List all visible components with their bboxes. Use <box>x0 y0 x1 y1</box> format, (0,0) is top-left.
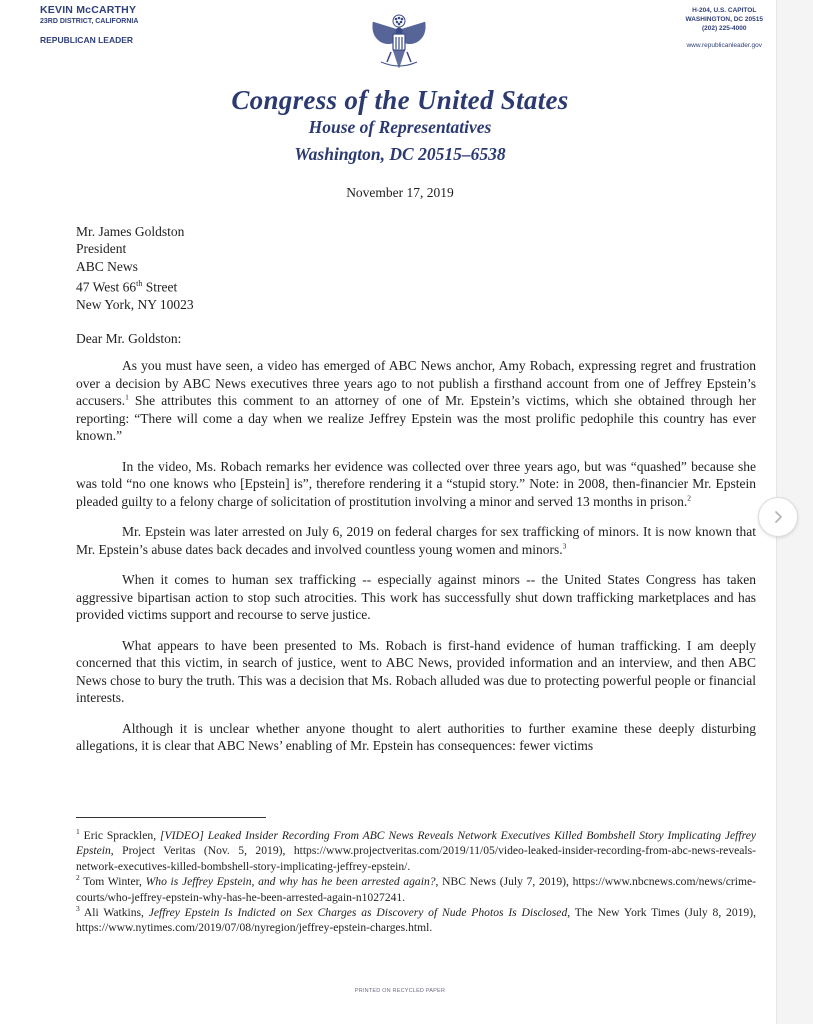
office-website: www.republicanleader.gov <box>686 42 762 49</box>
addressee-name: Mr. James Goldston <box>76 224 185 239</box>
letterhead-address: Washington, DC 20515–6538 <box>294 144 506 164</box>
footnote-3: $^3$ Ali Watkins, Jeffrey Epstein Is Indicted on Sex Charges as Discovery of Nude Photos Is Disclosed, The New York Times (July 8, 2019), https://www.nytimes.com/2019/07/08/nyregion/jeffrey-epstein-charges.html. <box>76 904 756 935</box>
footnote-ref-2: 2 <box>687 493 692 502</box>
footnote-1: $^1$ Eric Spracklen, [VIDEO] Leaked Insider Recording From ABC News Reveals Network Executives Killed Bombshell Story Implicating Jeffrey Epstein, Project Veritas (Nov. 5, 2019), https://www.projectveritas.com/2019/11/05/video-leaked-insider-recording-from-abc-news-reveals-network-executives-killed-bombshell-story-implicating-jeffrey-epstein/. <box>76 827 756 873</box>
paragraph-2: In the video, Ms. Robach remarks her evidence was collected over three years ago, but was “quashed” because she was told “no one knows who [Epstein] is”, therefore rendering it a “stupid story.” Note: in 2008, then-financier Mr. Epstein pleaded guilty to a felony charge of solicitation of prostitution involving a minor and served 13 months in prison.$^2$ <box>76 458 756 509</box>
chevron-right-icon <box>771 510 785 524</box>
member-role: REPUBLICAN LEADER <box>40 35 134 45</box>
footnote-ref-3: 3 <box>562 541 567 550</box>
addressee-block <box>76 223 194 314</box>
office-address: H-204, U.S. CAPITOL <box>692 7 757 14</box>
paragraph-1: As you must have seen, a video has emerged of ABC News anchor, Amy Robach, expressing regret and frustration over a decision by ABC News executives three years ago to not publish a firsthand account from one of Jeffrey Epstein’s accusers.$^1$ She attributes this comment to an attorney of one of Mr. Epstein’s victims, which she obtained through her reporting: “There will come a day when we realize Jeffrey Epstein was the most prolific pedophile this country has ever known.” <box>76 358 756 443</box>
footnote-2: $^2$ Tom Winter, Who is Jeffrey Epstein, and why has he been arrested again?, NBC News (July 7, 2019), https://www.nbcnews.com/news/crime-courts/who-jeffrey-epstein-why-has-he-been-arrested-again-n1027241. <box>76 873 756 904</box>
letterhead-house: House of Representatives <box>308 117 492 137</box>
next-image-button[interactable] <box>758 497 798 537</box>
letter-date: November 17, 2019 <box>346 185 454 200</box>
paragraph-3: Mr. Epstein was later arrested on July 6, 2019 on federal charges for sex trafficking of minors. It is now known that Mr. Epstein’s abuse dates back decades and involved countless young women and minors.$^3$ <box>76 524 756 557</box>
header-left <box>40 4 138 45</box>
member-district: 23RD DISTRICT, CALIFORNIA <box>40 18 139 25</box>
salutation: Dear Mr. Goldston: <box>76 331 182 346</box>
addressee-org: ABC News <box>76 258 138 274</box>
paragraph-4: When it comes to human sex trafficking -- especially against minors -- the United States Congress has taken aggressive bipartisan action to stop such atrocities. This work has successfully shut down trafficking marketplaces and has provided victims support and recourse to serve justice. <box>76 572 756 622</box>
office-phone: (202) 225-4000 <box>702 25 747 32</box>
letter-body <box>76 357 756 768</box>
addressee-city: New York, NY 10023 <box>76 297 194 313</box>
footnote-ref-1: 1 <box>125 392 129 402</box>
addressee-title: President <box>76 241 127 257</box>
letterhead-congress: Congress of the United States <box>231 85 569 115</box>
header-right <box>685 6 763 50</box>
paragraph-6: Although it is unclear whether anyone thought to alert authorities to further examine these deeply disturbing allegations, it is clear that ABC News’ enabling of Mr. Epstein has consequences: fewer victims <box>76 720 756 753</box>
printed-on-recycled-paper: PRINTED ON RECYCLED PAPER <box>354 988 446 994</box>
footnotes <box>76 828 756 936</box>
addressee-street: 47 West 66th Street <box>76 279 178 295</box>
office-city: WASHINGTON, DC 20515 <box>685 16 763 23</box>
paragraph-5: What appears to have been presented to Ms. Robach is first-hand evidence of human trafficking. I am deeply concerned that this victim, in search of justice, went to ABC News, provided information and an interview, and then ABC News chose to bury the truth. This was a decision that Ms. Robach alluded was due to protecting powerful people or financial interests. <box>76 637 756 705</box>
member-name: KEVIN McCARTHY <box>40 4 137 16</box>
great-seal-eagle-icon <box>367 12 431 74</box>
footnote-divider <box>76 817 266 818</box>
